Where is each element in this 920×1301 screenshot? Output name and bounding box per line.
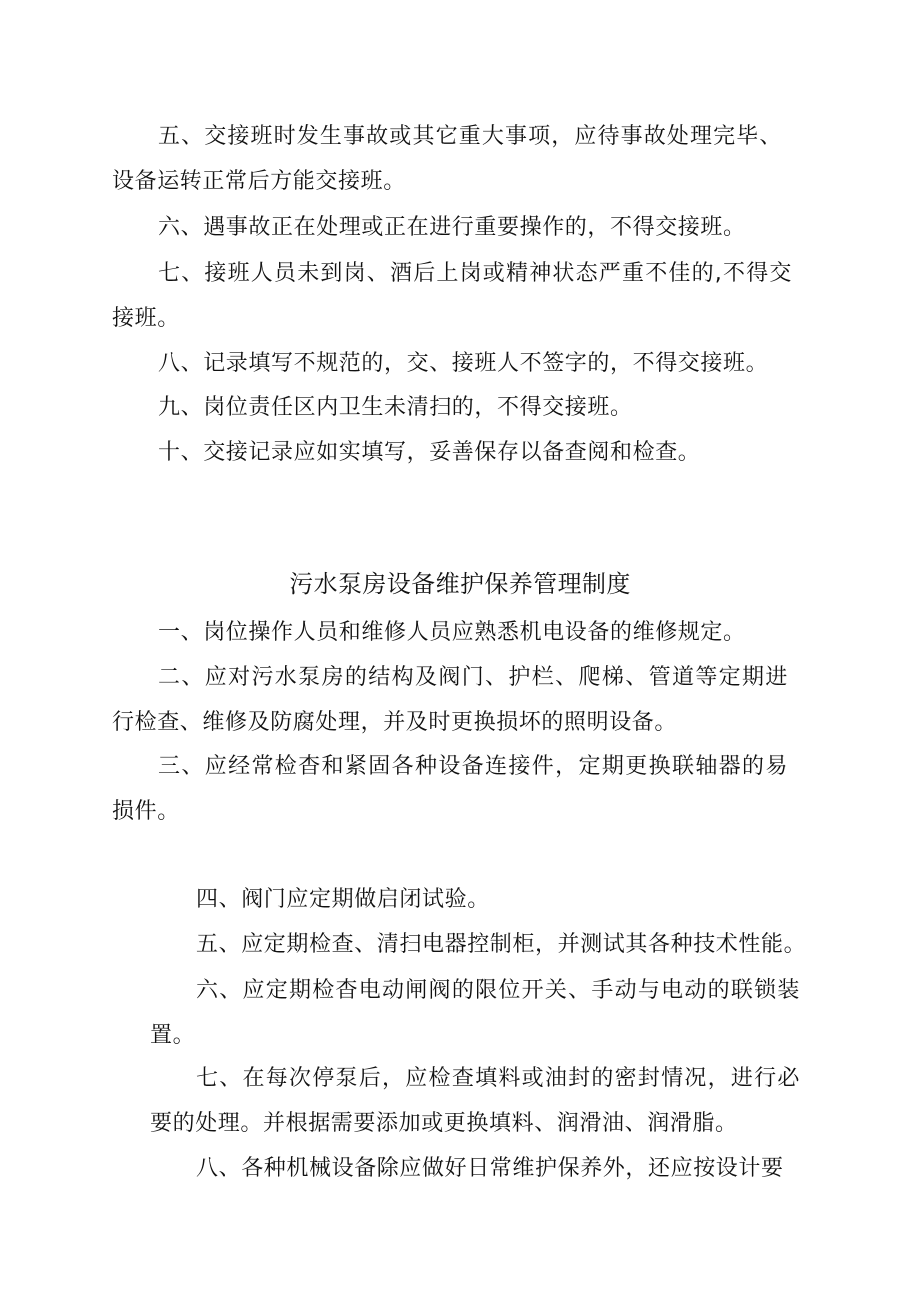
paragraph-item-5: 五、交接班时发生事故或其它重大事项，应待事故处理完毕、设备运转正常后方能交接班。 <box>112 124 782 194</box>
paragraph-item-1: 一、岗位操作人员和维修人员应熟悉机电设备的维修规定。 <box>158 620 746 645</box>
section-title: 污水泵房设备维护保养管理制度 <box>289 570 631 598</box>
paragraph-item-5b: 五、应定期检查、清扫电器控制柜，并测试其各种技术性能。 <box>196 932 807 957</box>
paragraph-item-6b: 六、应定期检杳电动闸阀的限位开关、手动与电动的联锁装置。 <box>150 978 800 1048</box>
paragraph-item-3: 三、应经常检杳和紧固各种设备连接件，定期更换联轴器的易损件。 <box>112 754 788 824</box>
paragraph-item-7: 七、接班人员未到岗、酒后上岗或精神状态严重不佳的,不得交接班。 <box>112 261 792 331</box>
paragraph-item-8: 八、记录填写不规范的，交、接班人不签字的，不得交接班。 <box>158 351 769 376</box>
paragraph-item-2: 二、应对污水泵房的结构及阀门、护栏、爬梯、管道等定期进行检查、维修及防腐处理，并及时更换损坏的照明设备。 <box>112 665 788 735</box>
paragraph-item-4: 四、阀门应定期做启闭试验。 <box>196 887 490 912</box>
paragraph-item-6: 六、遇事故正在处理或正在进行重要操作的，不得交接班。 <box>158 215 746 240</box>
paragraph-item-8b: 八、各种机械设备除应做好日常维护保养外，还应按设计要 <box>196 1156 784 1181</box>
paragraph-item-10: 十、交接记录应如实填写，妥善保存以备查阅和检查。 <box>158 440 701 465</box>
paragraph-item-7b: 七、在每次停泵后，应检查填料或油封的密封情况，进行必要的处理。并根据需要添加或更换填料、润滑油、润滑脂。 <box>150 1066 800 1136</box>
paragraph-item-9: 九、岗位责任区内卫生未清扫的，不得交接班。 <box>158 395 633 420</box>
